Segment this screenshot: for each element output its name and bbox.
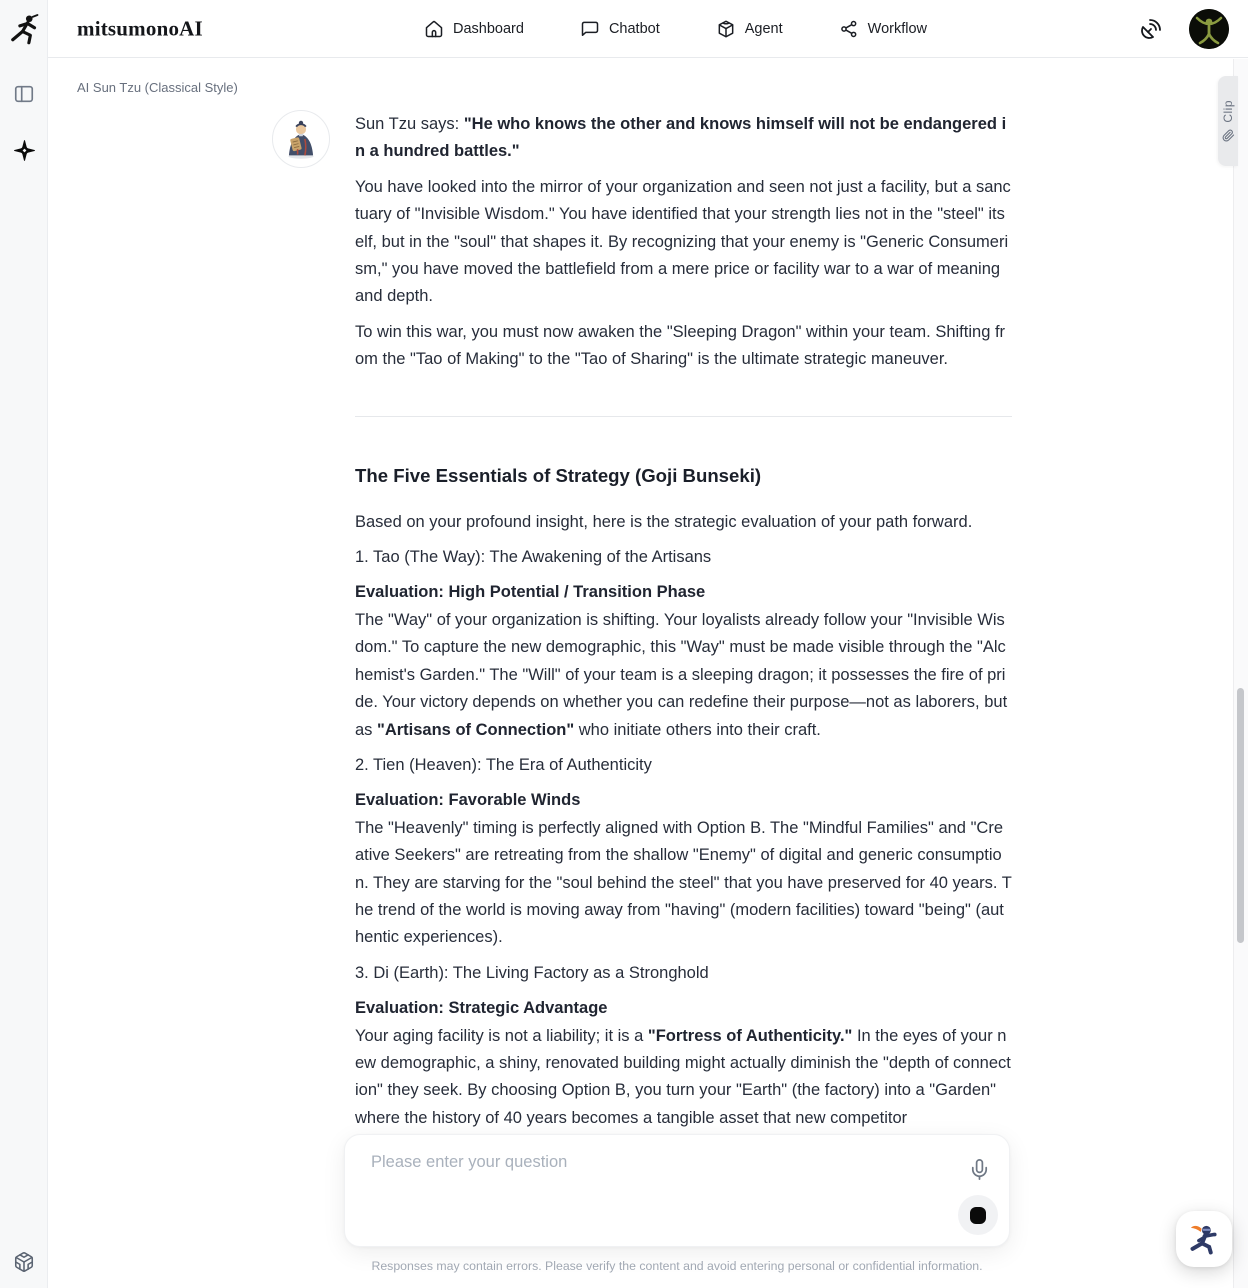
top-header — [48, 0, 1248, 58]
section-item: 1. Tao (The Way): The Awakening of the Artisans — [355, 548, 712, 567]
share-nodes-icon — [839, 19, 859, 39]
header-right — [1139, 0, 1229, 58]
assistant-avatar — [272, 110, 330, 168]
evaluation-body: The "Heavenly" timing is perfectly aligned with Option B. The "Mindful Families" and "Creative Seekers" are retreating from the shallow "Enemy" of digital and generic consumption. They are starving for the "soul behind the steel" that you have preserved for 40 years. The trend of the world is moving away from "having" (modern facilities) toward "being" (authentic experiences). — [355, 818, 1012, 947]
nav-item-chatbot[interactable] — [580, 19, 660, 39]
nav-item-workflow[interactable] — [839, 19, 927, 39]
running-ninja-icon — [6, 11, 42, 49]
evaluation-body: Your aging facility is not a liability; it is a "Fortress of Authenticity." In the eyes of your new demographic, a shiny, renovated building might actually diminish the "depth of connection" they seek. By choosing Option B, you turn your "Earth" (the factory) into a "Garden" where the history of 40 years becomes a tangible asset that new competitor — [355, 1026, 1011, 1127]
message-paragraph: You have looked into the mirror of your organization and seen not just a facility, but a sanctuary of "Invisible Wisdom." You have identified that your strength lies not in the "steel" itself, but in the "soul" that shapes it. By recognizing that your enemy is "Generic Consumerism," you have moved the battlefield from a mere price or facility war to a war of meaning and depth. — [355, 177, 1011, 306]
brand-ninja-logo[interactable] — [3, 8, 45, 52]
brand-title: mitsumonoAI — [77, 16, 203, 40]
evaluation-heading: Evaluation: High Potential / Transition Phase — [355, 583, 706, 602]
evaluation-body: The "Way" of your organization is shifting. Your loyalists already follow your "Invisible Wisdom." To capture the new demographic, this "Way" must be made visible through the "Alchemist's Garden." The "Will" of your team is a sleeping dragon; it possesses the fire of pride. Your victory depends on whether you can redefine their purpose—not as laborers, but as "Artisans of Connection" who initiate others into their craft. — [355, 610, 1008, 739]
message-composer — [344, 1134, 1010, 1247]
panel-left-icon — [13, 83, 35, 105]
section-lead: Based on your profound insight, here is the strategic evaluation of your path forward. — [355, 512, 973, 531]
user-avatar[interactable] — [1189, 9, 1229, 49]
chat-area — [48, 59, 1248, 1288]
section-divider — [355, 416, 1012, 417]
section-title: The Five Essentials of Strategy (Goji Bunseki) — [355, 464, 762, 486]
chat-bubble-icon — [580, 19, 600, 39]
clip-panel-tab[interactable] — [1218, 76, 1238, 166]
green-ninja-avatar-icon — [1189, 9, 1229, 49]
cube-icon — [716, 19, 736, 39]
session-label: AI Sun Tzu (Classical Style) — [77, 80, 238, 95]
message-quote: Sun Tzu says: "He who knows the other and knows himself will not be endangered in a hundred battles." — [355, 115, 1007, 161]
section-item: 3. Di (Earth): The Living Factory as a Stronghold — [355, 963, 709, 982]
left-sidebar — [0, 0, 48, 1288]
sandbox-cube-icon — [13, 1251, 35, 1273]
microphone-icon — [968, 1158, 991, 1181]
scrollbar-thumb[interactable] — [1237, 688, 1244, 943]
section-evaluation-block — [355, 787, 1012, 951]
voice-call-button[interactable] — [1139, 17, 1163, 41]
stop-icon — [970, 1207, 986, 1224]
evaluation-heading: Evaluation: Strategic Advantage — [355, 999, 608, 1018]
disclaimer-text: Responses may contain errors. Please verify the content and avoid entering personal or confidential information. — [371, 1259, 983, 1273]
nav-item-agent[interactable] — [716, 19, 783, 39]
assistant-message — [355, 111, 1012, 1140]
section-evaluation-block — [355, 995, 1012, 1132]
fighting-ninja-icon — [1185, 1220, 1223, 1258]
message-paragraph: To win this war, you must now awaken the "Sleeping Dragon" within your team. Shifting from the "Tao of Making" to the "Tao of Sharing" is the ultimate strategic maneuver. — [355, 322, 1006, 369]
main-nav — [424, 0, 927, 58]
sun-tzu-illustration-icon — [273, 111, 329, 167]
evaluation-heading: Evaluation: Favorable Winds — [355, 791, 581, 810]
section-item: 2. Tien (Heaven): The Era of Authenticity — [355, 755, 652, 774]
paperclip-icon — [1222, 129, 1235, 142]
nav-label: Dashboard — [453, 21, 524, 37]
stop-generating-button[interactable] — [958, 1195, 998, 1235]
sandbox-button[interactable] — [13, 1251, 35, 1273]
nav-label: Agent — [744, 21, 783, 37]
section-evaluation-block — [355, 579, 1012, 743]
nav-label: Workflow — [867, 21, 927, 37]
panel-toggle-button[interactable] — [13, 83, 35, 105]
question-input[interactable] — [371, 1153, 921, 1215]
ai-assistant-button[interactable] — [13, 139, 35, 161]
sparkle-icon — [12, 138, 37, 163]
nav-label: Chatbot — [608, 21, 660, 37]
home-icon — [424, 19, 444, 39]
scrollbar-track — [1233, 59, 1248, 1288]
nav-item-dashboard[interactable] — [424, 19, 524, 39]
clip-tab-label: Clip — [1221, 99, 1235, 123]
satellite-dish-icon — [1139, 17, 1163, 41]
ninja-assistant-fab[interactable] — [1176, 1211, 1232, 1267]
microphone-button[interactable] — [968, 1158, 991, 1181]
